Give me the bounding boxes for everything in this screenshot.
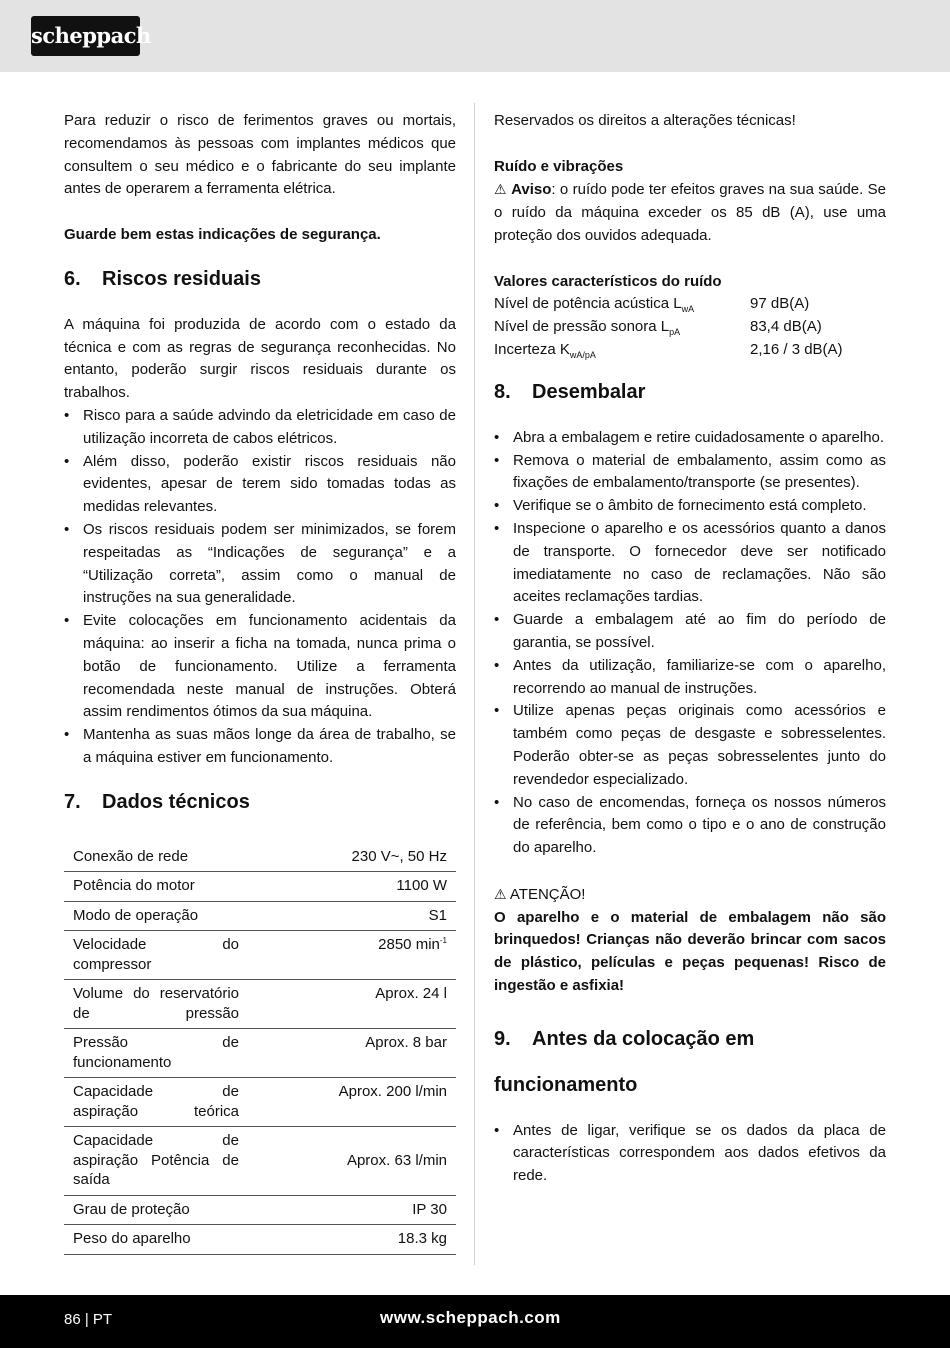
list-item: • Além disso, poderão existir riscos residuais não evidentes, apesar de terem sido tomadas todas as medidas relevantes. <box>64 451 456 519</box>
implant-warning-paragraph: Para reduzir o risco de ferimentos graves ou mortais, recomendamos às pessoas com implantes médicos que consultem o seu médico e o fabricante do seu implante antes de operarem a ferramenta elétrica. <box>64 112 456 198</box>
list-item: • No caso de encomendas, forneça os nossos números de referência, bem como o tipo e o ano de construção do aparelho. <box>494 792 886 860</box>
list-item: • Mantenha as suas mãos longe da área de trabalho, se a máquina estiver em funcionamento. <box>64 724 456 770</box>
row-label: Conexão de rede <box>64 843 248 872</box>
row-label: Pressão de funcionamento <box>64 1029 248 1078</box>
noise-row: Incerteza $K_{wA/pA}$ 2,16 / 3 dB(A) <box>494 340 843 360</box>
row-label: Peso do aparelho <box>64 1225 248 1255</box>
right-column <box>494 110 886 1188</box>
row-label: Modo de operação <box>64 901 248 931</box>
row-label: Grau de proteção <box>64 1195 248 1225</box>
list-item: • Risco para a saúde advindo da eletricidade em caso de utilização incorreta de cabos elétricos. <box>64 405 456 451</box>
section-8-heading: 8. Desembalar <box>494 380 646 403</box>
row-value: 2850 $\min^{-1}$ <box>248 931 456 980</box>
list-item: • Evite colocações em funcionamento acidentais da máquina: ao inserir a ficha na tomada, nunca prima o botão de funcionamento. Utilize a ferramenta recomendada neste manual de instruções. Obterá assim rendimentos ótimos da sua máquina. <box>64 610 456 724</box>
row-value: S1 <box>248 901 456 931</box>
residual-risks-list <box>64 405 456 770</box>
row-value: Aprox. 200 l/min <box>248 1078 456 1127</box>
row-value: 18.3 kg <box>248 1225 456 1255</box>
table-row <box>64 1029 456 1078</box>
row-value: 1100 W <box>248 872 456 902</box>
row-value: Aprox. 8 bar <box>248 1029 456 1078</box>
table-row <box>64 1195 456 1225</box>
list-item: • Inspecione o aparelho e os acessórios quanto a danos de transporte. O fornecedor deve ser notificado imediatamente no caso de reclamações. Não são aceites reclamações tardias. <box>494 518 886 609</box>
technical-data-table <box>64 843 456 1255</box>
table-row <box>64 1078 456 1127</box>
section-6-heading: 6. Riscos residuais <box>64 267 261 290</box>
list-item: • Antes de ligar, verifique se os dados da placa de características correspondem aos dados efetivos da rede. <box>494 1120 886 1188</box>
left-column <box>64 110 456 1255</box>
noise-values-heading: Valores característicos do ruído <box>494 272 722 290</box>
section-9-heading: 9. Antes da colocação em funcionamento <box>494 1027 755 1096</box>
noise-row: Nível de potência acústica $L_{wA}$ 97 dB(A) <box>494 295 810 315</box>
list-item: • Guarde a embalagem até ao fim do período de garantia, se possível. <box>494 609 886 655</box>
table-row <box>64 1127 456 1196</box>
row-label: Potência do motor <box>64 872 248 902</box>
list-item: • Utilize apenas peças originais como acessórios e também como peças de desgaste e sobresselentes. Poderão obter-se as peças sobresselentes junto do revendedor especializado. <box>494 700 886 791</box>
row-value: IP 30 <box>248 1195 456 1225</box>
unpacking-list <box>494 427 886 860</box>
scheppach-logo: scheppach <box>31 16 140 56</box>
column-divider <box>474 103 475 1265</box>
row-label: Volume do reservatório de pressão <box>64 980 248 1029</box>
attention-text: O aparelho e o material de embalagem não são brinquedos! Crianças não deverão brincar com sacos de plástico, películas e peças pequenas! Risco de ingestão e asfixia! <box>494 908 886 994</box>
page-number: 86 | PT <box>64 1311 113 1328</box>
row-value: Aprox. 24 l <box>248 980 456 1029</box>
list-item: • Remova o material de embalamento, assim como as fixações de embalamento/transporte (se presentes). <box>494 450 886 496</box>
table-row <box>64 843 456 872</box>
list-item: • Antes da utilização, familiarize-se com o aparelho, recorrendo ao manual de instruções. <box>494 655 886 701</box>
row-value: Aprox. 63 l/min <box>248 1127 456 1196</box>
list-item: • Os riscos residuais podem ser minimizados, se forem respeitadas as “Indicações de segurança” e a “Utilização correta”, assim como o manual de instruções na sua generalidade. <box>64 519 456 610</box>
row-label: Capacidade de aspiração teórica <box>64 1078 248 1127</box>
table-row <box>64 980 456 1029</box>
row-label: Velocidade do compressor <box>64 931 248 980</box>
list-item: • Abra a embalagem e retire cuidadosamente o aparelho. <box>494 427 886 450</box>
warning-triangle-icon: ⚠ <box>494 181 507 198</box>
table-row <box>64 901 456 931</box>
noise-row: Nível de pressão sonora $L_{pA}$ 83,4 dB(A) <box>494 318 822 338</box>
keep-instructions-note: Guarde bem estas indicações de segurança. <box>64 225 381 243</box>
page-header <box>0 0 950 72</box>
rights-reserved-note: Reservados os direitos a alterações técnicas! <box>494 112 796 129</box>
section-7-heading: 7. Dados técnicos <box>64 790 250 813</box>
list-item: • Verifique se o âmbito de fornecimento está completo. <box>494 495 886 518</box>
residual-risks-intro: A máquina foi produzida de acordo com o estado da técnica e com as regras de segurança reconhecidas. No entanto, poderão surgir riscos residuais durante os trabalhos. <box>64 315 456 402</box>
table-row <box>64 1225 456 1255</box>
row-value: 230 V~, 50 Hz <box>248 843 456 872</box>
noise-warning: ⚠ Aviso: o ruído pode ter efeitos graves na sua saúde. Se o ruído da máquina exceder os 85 dB (A), use uma proteção dos ouvidos adequada. <box>494 181 886 244</box>
page-footer <box>0 1295 950 1348</box>
website-link[interactable]: www.scheppach.com <box>380 1308 561 1327</box>
warning-triangle-icon: ⚠ <box>494 885 507 902</box>
row-label: Capacidade de aspiração Potência de saída <box>64 1127 248 1196</box>
before-start-list <box>494 1120 886 1188</box>
table-row <box>64 872 456 902</box>
table-row <box>64 931 456 980</box>
attention-label: ⚠ ATENÇÃO! <box>494 885 586 903</box>
noise-heading: Ruído e vibrações <box>494 157 624 175</box>
